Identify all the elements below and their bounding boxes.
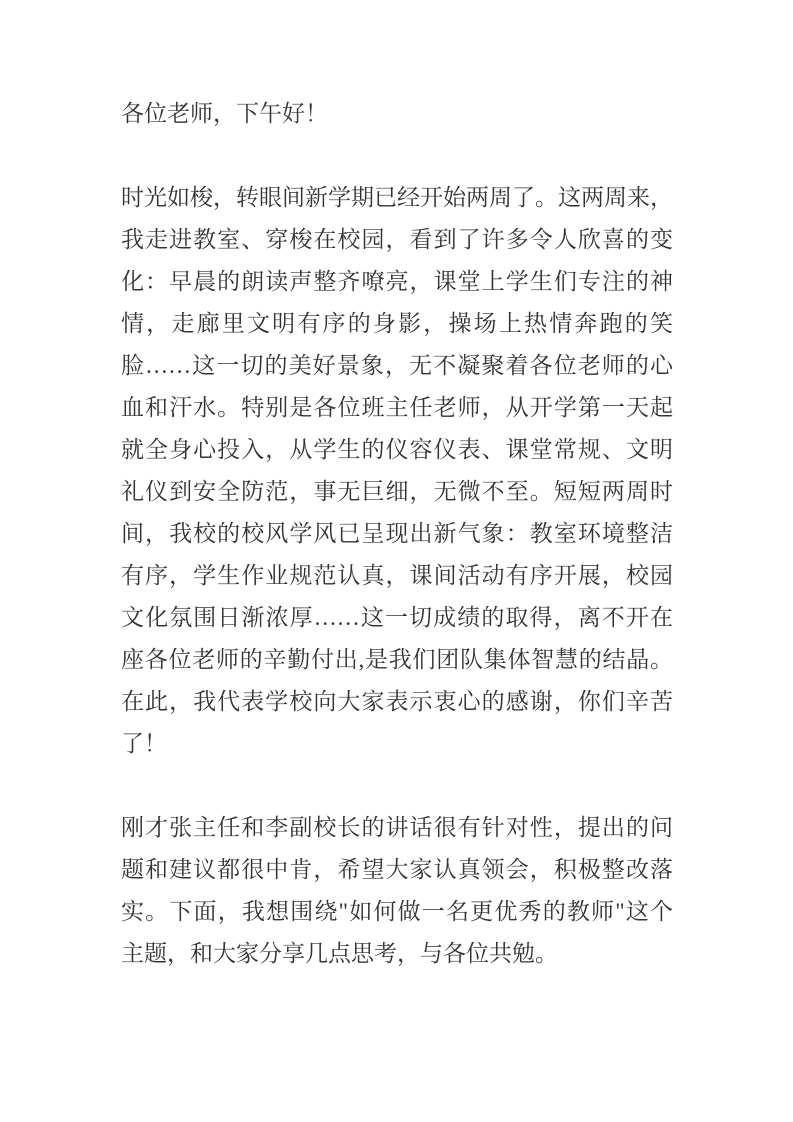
- text-line: 礼仪到安全防范，事无巨细，无微不至。短短两周时: [121, 479, 673, 504]
- text-line: 主题，和大家分享几点思考，与各位共勉。: [121, 941, 558, 966]
- text-line: 情，走廊里文明有序的身影，操场上热情奔跑的笑: [121, 311, 673, 336]
- text-line: 就全身心投入，从学生的仪容仪表、课堂常规、文明: [121, 437, 673, 462]
- text-line: 有序，学生作业规范认真，课间活动有序开展，校园: [121, 563, 673, 588]
- text-line: 文化氛围日渐浓厚……这一切成绩的取得，离不开在: [121, 605, 673, 630]
- paragraph-opening: [121, 177, 673, 765]
- text-line: 间，我校的校风学风已呈现出新气象：教室环境整洁: [121, 521, 673, 546]
- text-line: 各位老师，下午好！: [121, 101, 328, 126]
- text-line: 我走进教室、穿梭在校园，看到了许多令人欣喜的变: [121, 227, 673, 252]
- text-line: 题和建议都很中肯，希望大家认真领会，积极整改落: [121, 857, 673, 882]
- text-line: 血和汗水。特别是各位班主任老师，从开学第一天起: [121, 395, 673, 420]
- text-line: 化：早晨的朗读声整齐嘹亮，课堂上学生们专注的神: [121, 269, 673, 294]
- text-line: 刚才张主任和李副校长的讲话很有针对性，提出的问: [121, 815, 673, 840]
- text-line: 实。下面，我想围绕"如何做一名更优秀的教师"这个: [121, 899, 673, 924]
- text-line: 时光如梭，转眼间新学期已经开始两周了。这两周来，: [121, 185, 673, 210]
- text-line: 在此，我代表学校向大家表示衷心的感谢，你们辛苦: [121, 689, 673, 714]
- paragraph-transition: [121, 807, 673, 975]
- paragraph-greeting: [121, 93, 673, 135]
- text-line: 座各位老师的辛勤付出,是我们团队集体智慧的结晶。: [121, 647, 673, 672]
- text-line: 脸……这一切的美好景象，无不凝聚着各位老师的心: [121, 353, 673, 378]
- text-line: 了！: [121, 731, 167, 756]
